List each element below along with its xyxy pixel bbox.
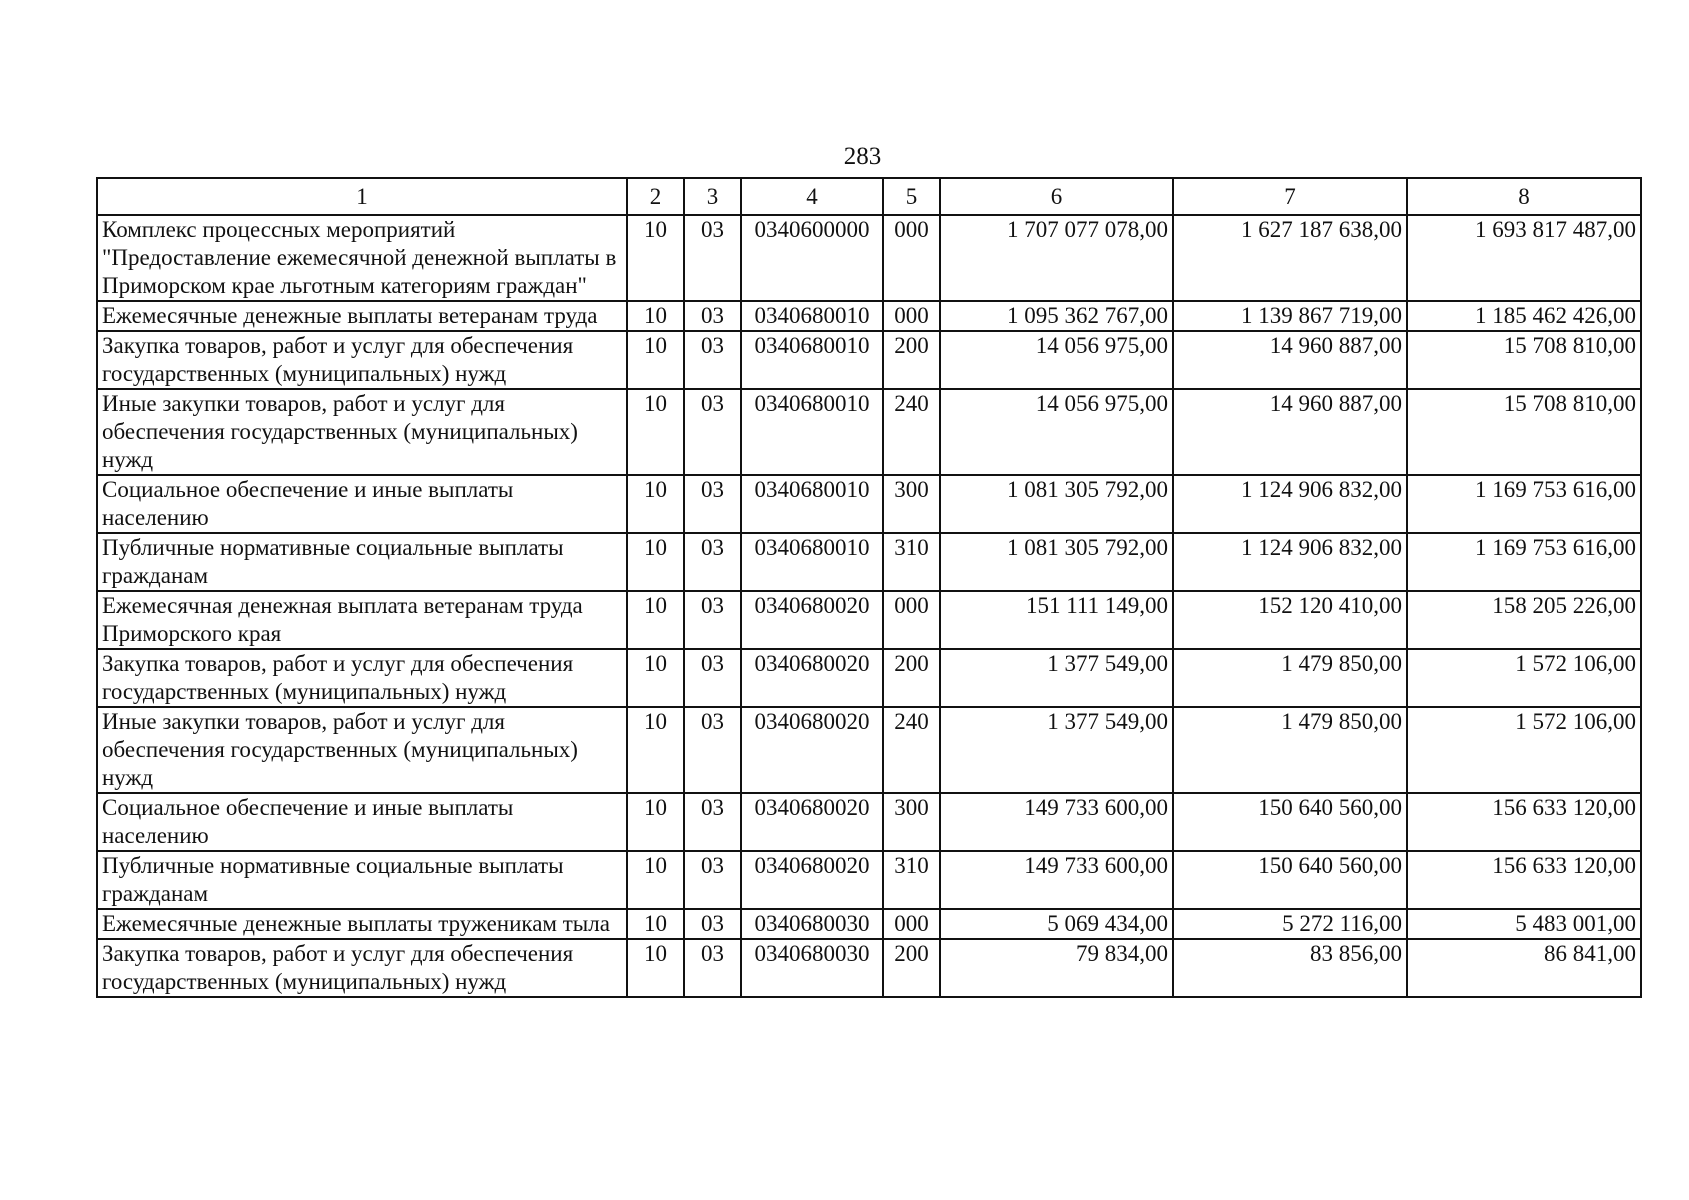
amount-col-6: 1 095 362 767,00 (940, 301, 1173, 331)
table-row (97, 851, 1641, 909)
table-row (97, 909, 1641, 939)
expense-type-code: 200 (883, 331, 940, 389)
amount-col-8: 1 693 817 487,00 (1407, 215, 1641, 301)
target-article-code: 0340680020 (741, 591, 883, 649)
expense-type-code: 000 (883, 909, 940, 939)
section-code: 10 (627, 215, 684, 301)
subsection-code: 03 (684, 301, 741, 331)
column-header-4: 4 (741, 178, 883, 215)
table-row (97, 475, 1641, 533)
expense-type-code: 000 (883, 591, 940, 649)
section-code: 10 (627, 475, 684, 533)
item-name: Закупка товаров, работ и услуг для обеспечения государственных (муниципальных) нужд (97, 331, 627, 389)
column-header-2: 2 (627, 178, 684, 215)
amount-col-8: 1 572 106,00 (1407, 649, 1641, 707)
table-row (97, 707, 1641, 793)
section-code: 10 (627, 533, 684, 591)
table-row (97, 793, 1641, 851)
target-article-code: 0340680020 (741, 793, 883, 851)
amount-col-6: 14 056 975,00 (940, 331, 1173, 389)
section-code: 10 (627, 649, 684, 707)
amount-col-6: 149 733 600,00 (940, 851, 1173, 909)
target-article-code: 0340680010 (741, 475, 883, 533)
amount-col-8: 86 841,00 (1407, 939, 1641, 997)
amount-col-7: 14 960 887,00 (1173, 331, 1407, 389)
table-row (97, 591, 1641, 649)
table-row (97, 939, 1641, 997)
amount-col-7: 14 960 887,00 (1173, 389, 1407, 475)
section-code: 10 (627, 707, 684, 793)
item-name: Комплекс процессных мероприятий "Предоставление ежемесячной денежной выплаты в Приморском крае льготным категориям граждан" (97, 215, 627, 301)
table-row (97, 331, 1641, 389)
column-header-5: 5 (883, 178, 940, 215)
section-code: 10 (627, 851, 684, 909)
column-header-3: 3 (684, 178, 741, 215)
table-row (97, 215, 1641, 301)
section-code: 10 (627, 939, 684, 997)
amount-col-6: 1 377 549,00 (940, 649, 1173, 707)
expense-type-code: 000 (883, 215, 940, 301)
item-name: Закупка товаров, работ и услуг для обеспечения государственных (муниципальных) нужд (97, 649, 627, 707)
target-article-code: 0340680010 (741, 389, 883, 475)
column-header-6: 6 (940, 178, 1173, 215)
budget-table (96, 177, 1642, 998)
amount-col-8: 156 633 120,00 (1407, 793, 1641, 851)
amount-col-6: 151 111 149,00 (940, 591, 1173, 649)
amount-col-8: 158 205 226,00 (1407, 591, 1641, 649)
amount-col-8: 15 708 810,00 (1407, 331, 1641, 389)
amount-col-6: 1 377 549,00 (940, 707, 1173, 793)
amount-col-6: 149 733 600,00 (940, 793, 1173, 851)
section-code: 10 (627, 301, 684, 331)
target-article-code: 0340680020 (741, 707, 883, 793)
amount-col-6: 1 707 077 078,00 (940, 215, 1173, 301)
section-code: 10 (627, 909, 684, 939)
amount-col-8: 5 483 001,00 (1407, 909, 1641, 939)
section-code: 10 (627, 793, 684, 851)
item-name: Социальное обеспечение и иные выплаты населению (97, 475, 627, 533)
amount-col-7: 1 479 850,00 (1173, 707, 1407, 793)
expense-type-code: 200 (883, 649, 940, 707)
table-row (97, 533, 1641, 591)
subsection-code: 03 (684, 909, 741, 939)
subsection-code: 03 (684, 475, 741, 533)
table-row (97, 389, 1641, 475)
subsection-code: 03 (684, 793, 741, 851)
item-name: Ежемесячные денежные выплаты ветеранам труда (97, 301, 627, 331)
item-name: Социальное обеспечение и иные выплаты населению (97, 793, 627, 851)
amount-col-7: 1 139 867 719,00 (1173, 301, 1407, 331)
amount-col-6: 79 834,00 (940, 939, 1173, 997)
expense-type-code: 300 (883, 793, 940, 851)
amount-col-6: 1 081 305 792,00 (940, 475, 1173, 533)
amount-col-7: 150 640 560,00 (1173, 793, 1407, 851)
amount-col-8: 1 169 753 616,00 (1407, 533, 1641, 591)
target-article-code: 0340680020 (741, 851, 883, 909)
page-number: 283 (843, 143, 882, 170)
subsection-code: 03 (684, 389, 741, 475)
amount-col-7: 5 272 116,00 (1173, 909, 1407, 939)
table-row (97, 649, 1641, 707)
subsection-code: 03 (684, 649, 741, 707)
amount-col-7: 1 627 187 638,00 (1173, 215, 1407, 301)
subsection-code: 03 (684, 591, 741, 649)
expense-type-code: 310 (883, 851, 940, 909)
target-article-code: 0340680010 (741, 533, 883, 591)
column-header-1: 1 (97, 178, 627, 215)
amount-col-8: 1 572 106,00 (1407, 707, 1641, 793)
column-header-7: 7 (1173, 178, 1407, 215)
item-name: Ежемесячная денежная выплата ветеранам труда Приморского края (97, 591, 627, 649)
amount-col-8: 1 169 753 616,00 (1407, 475, 1641, 533)
item-name: Закупка товаров, работ и услуг для обеспечения государственных (муниципальных) нужд (97, 939, 627, 997)
amount-col-8: 15 708 810,00 (1407, 389, 1641, 475)
table-row (97, 301, 1641, 331)
expense-type-code: 300 (883, 475, 940, 533)
subsection-code: 03 (684, 707, 741, 793)
subsection-code: 03 (684, 533, 741, 591)
expense-type-code: 240 (883, 389, 940, 475)
amount-col-8: 1 185 462 426,00 (1407, 301, 1641, 331)
section-code: 10 (627, 331, 684, 389)
item-name: Публичные нормативные социальные выплаты гражданам (97, 851, 627, 909)
amount-col-7: 1 479 850,00 (1173, 649, 1407, 707)
amount-col-7: 83 856,00 (1173, 939, 1407, 997)
item-name: Ежемесячные денежные выплаты труженикам тыла (97, 909, 627, 939)
expense-type-code: 200 (883, 939, 940, 997)
amount-col-6: 5 069 434,00 (940, 909, 1173, 939)
amount-col-6: 14 056 975,00 (940, 389, 1173, 475)
section-code: 10 (627, 591, 684, 649)
subsection-code: 03 (684, 215, 741, 301)
amount-col-7: 150 640 560,00 (1173, 851, 1407, 909)
target-article-code: 0340680010 (741, 331, 883, 389)
section-code: 10 (627, 389, 684, 475)
amount-col-8: 156 633 120,00 (1407, 851, 1641, 909)
target-article-code: 0340600000 (741, 215, 883, 301)
expense-type-code: 000 (883, 301, 940, 331)
column-header-8: 8 (1407, 178, 1641, 215)
amount-col-7: 1 124 906 832,00 (1173, 533, 1407, 591)
amount-col-7: 1 124 906 832,00 (1173, 475, 1407, 533)
item-name: Публичные нормативные социальные выплаты гражданам (97, 533, 627, 591)
target-article-code: 0340680010 (741, 301, 883, 331)
item-name: Иные закупки товаров, работ и услуг для обеспечения государственных (муниципальных) нужд (97, 389, 627, 475)
subsection-code: 03 (684, 851, 741, 909)
expense-type-code: 240 (883, 707, 940, 793)
header-row (97, 178, 1641, 215)
target-article-code: 0340680030 (741, 939, 883, 997)
target-article-code: 0340680020 (741, 649, 883, 707)
target-article-code: 0340680030 (741, 909, 883, 939)
amount-col-6: 1 081 305 792,00 (940, 533, 1173, 591)
subsection-code: 03 (684, 939, 741, 997)
expense-type-code: 310 (883, 533, 940, 591)
subsection-code: 03 (684, 331, 741, 389)
item-name: Иные закупки товаров, работ и услуг для обеспечения государственных (муниципальных) нужд (97, 707, 627, 793)
amount-col-7: 152 120 410,00 (1173, 591, 1407, 649)
